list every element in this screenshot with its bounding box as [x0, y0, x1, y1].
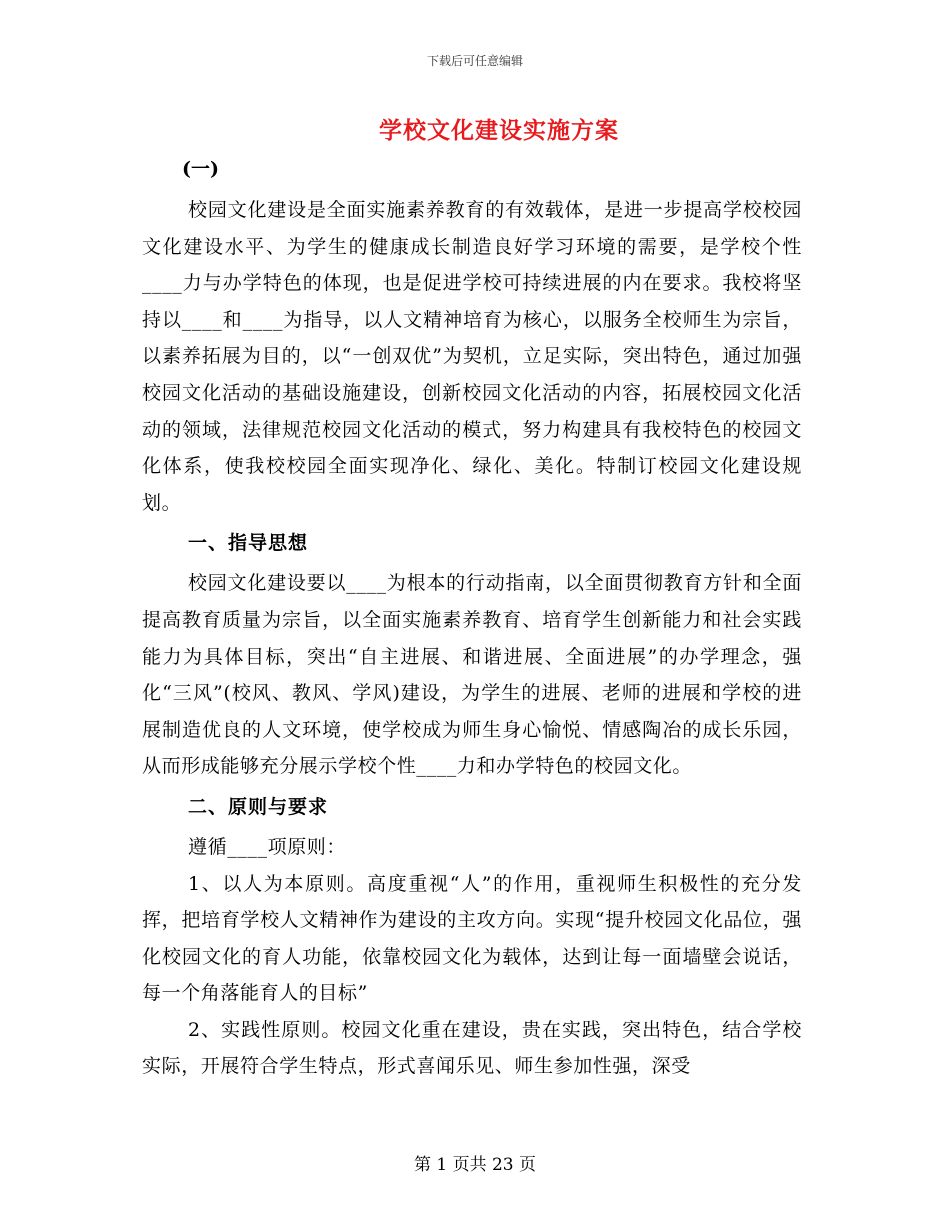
header-note: 下载后可任意编辑 — [426, 54, 523, 68]
page-number: 第 1 页共 23 页 — [413, 1155, 537, 1175]
paragraph-guiding-thought: 校园文化建设要以____为根本的行动指南，以全面贯彻教育方针和全面提高教育质量为宗旨，以全面实施素养教育、培育学生创新能力和社会实践能力为具体目标，突出“自主进展、和谐进展、全面进展”的办学理念，强化“三风”(校风、教风、学风)建设，为学生的进展、老师的进展和学校的进展制造优良的人文环境，使学校成为师生身心愉悦、情感陶冶的成长乐园，从而形成能够充分展示学校个性____力和办学特色的校园文化。 — [142, 572, 802, 778]
paragraph-principle-1: 1、以人为本原则。高度重视“人”的作用，重视师生积极性的充分发挥，把培育学校人文精神作为建设的主攻方向。实现“提升校园文化品位，强化校园文化的育人功能，依靠校园文化为载体，达到让每一面墙壁会说话，每一个角落能育人的目标” — [142, 872, 802, 1005]
section-heading-principles: 二、原则与要求 — [188, 795, 329, 818]
paragraph-principles-intro: 遵循____项原则： — [188, 835, 347, 858]
section-heading-guiding-thought: 一、指导思想 — [188, 532, 309, 555]
document-body — [142, 146, 802, 1085]
section-label: (一) — [182, 158, 219, 180]
intro-paragraph: 校园文化建设是全面实施素养教育的有效载体，是进一步提高学校校园文化建设水平、为学生的健康成长制造良好学习环境的需要，是学校个性____力与办学特色的体现，也是促进学校可持续进展的内在要求。我校将坚持以____和____为指导，以人文精神培育为核心，以服务全校师生为宗旨，以素养拓展为目的，以“一创双优”为契机，立足实际，突出特色，通过加强校园文化活动的基础设施建设，创新校园文化活动的内容，拓展校园文化活动的领域，法律规范校园文化活动的模式，努力构建具有我校特色的校园文化体系，使我校校园全面实现净化、绿化、美化。特制订校园文化建设规划。 — [142, 199, 802, 514]
paragraph-principle-2: 2、实践性原则。校园文化重在建设，贵在实践，突出特色，结合学校实际，开展符合学生特点，形式喜闻乐见、师生参加性强，深受 — [142, 1018, 802, 1078]
document-title: 学校文化建设实施方案 — [379, 117, 619, 144]
